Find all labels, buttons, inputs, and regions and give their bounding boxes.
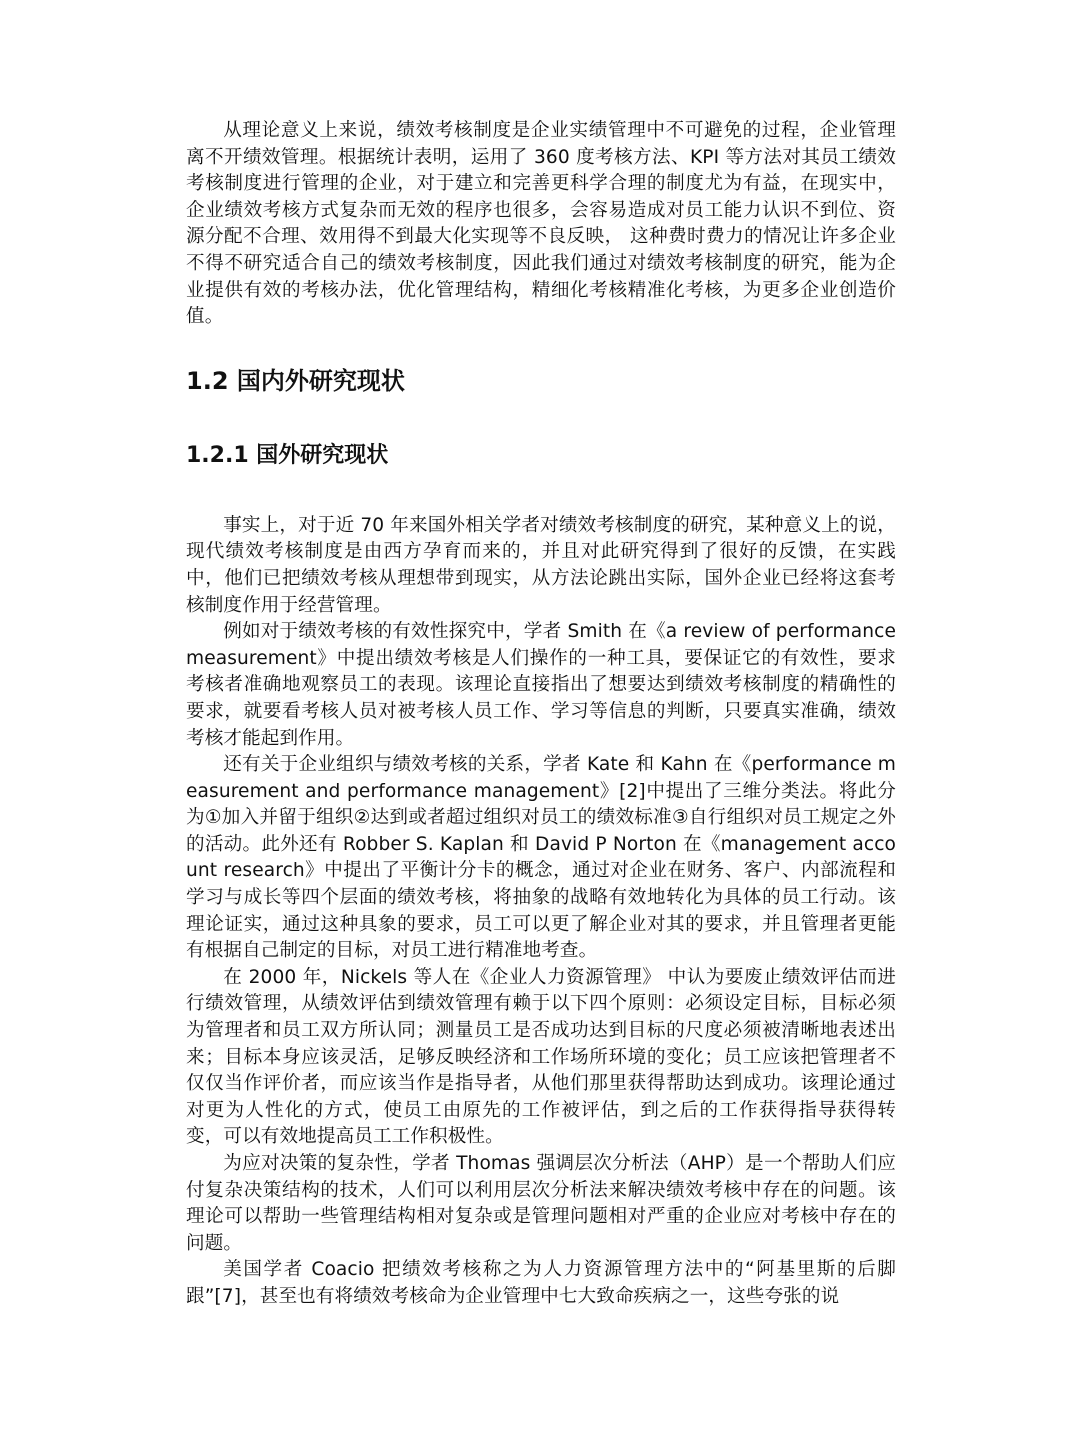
body-paragraph: 为应对决策的复杂性，学者 Thomas 强调层次分析法（AHP）是一个帮助人们应付复杂决策结构的技术，人们可以利用层次分析法来解决绩效考核中存在的问题。该理论可以帮助一些管理结构相对复杂或是管理问题相对严重的企业应对考核中存在的问题。 — [186, 1153, 896, 1254]
body-paragraph: 美国学者 Coacio 把绩效考核称之为人力资源管理方法中的“阿基里斯的后脚跟”[7]，甚至也有将绩效考核命为企业管理中七大致命疾病之一，这些夸张的说 — [186, 1259, 896, 1307]
section-heading: 1.2 国内外研究现状 — [186, 366, 405, 395]
body-paragraph: 在 2000 年，Nickels 等人在《企业人力资源管理》 中认为要废止绩效评估而进行绩效管理，从绩效评估到绩效管理有赖于以下四个原则：必须设定目标，目标必须为管理者和员工双方所认同；测量员工是否成功达到目标的尺度必须被清晰地表述出来；目标本身应该灵活，足够反映经济和工作场所环境的变化；员工应该把管理者不仅仅当作评价者，而应该当作是指导者，从他们那里获得帮助达到成功。该理论通过对更为人性化的方式，使员工由原先的工作被评估，到之后的工作获得指导获得转变，可以有效地提高员工工作积极性。 — [186, 966, 896, 1148]
subsection-body — [186, 513, 896, 1311]
body-paragraph: 例如对于绩效考核的有效性探究中，学者 Smith 在《a review of performance measurement》中提出绩效考核是人们操作的一种工具，要保证它的有效性，要求考核者准确地观察员工的表现。该理论直接指出了想要达到绩效考核制度的精确性的要求，就要看考核人员对被考核人员工作、学习等信息的判断，只要真实准确，绩效考核才能起到作用。 — [186, 621, 896, 749]
subsection-heading: 1.2.1 国外研究现状 — [186, 442, 389, 468]
body-paragraph: 还有关于企业组织与绩效考核的关系，学者 Kate 和 Kahn 在《performance measurement and performance management》[2]中提出了三维分类法。将此分为①加入并留于组织②达到或者超过组织对员工的绩效标准③自行组织对员工规定之外的活动。此外还有 Robber S. Kaplan 和 David P Norton 在《management account research》中提出了平衡计分卡的概念，通过对企业在财务、客户、内部流程和学习与成长等四个层面的绩效考核，将抽象的战略有效地转化为具体的员工行动。该理论证实，通过这种具象的要求，员工可以更了解企业对其的要求，并且管理者更能有根据自己制定的目标，对员工进行精准地考查。 — [186, 754, 896, 962]
body-paragraph: 事实上，对于近 70 年来国外相关学者对绩效考核制度的研究，某种意义上的说，现代绩效考核制度是由西方孕育而来的，并且对此研究得到了很好的反馈，在实践中，他们已把绩效考核从理想带到现实，从方法论跳出实际，国外企业已经将这套考核制度作用于经营管理。 — [186, 514, 896, 616]
document-page — [186, 118, 896, 1311]
intro-paragraph: 从理论意义上来说，绩效考核制度是企业实绩管理中不可避免的过程，企业管理离不开绩效管理。根据统计表明，运用了 360 度考核方法、KPI 等方法对其员工绩效考核制度进行管理的企业，对于建立和完善更科学合理的制度尤为有益，在现实中，企业绩效考核方式复杂而无效的程序也很多，会容易造成对员工能力认识不到位、资源分配不合理、效用得不到最大化实现等不良反映， 这种费时费力的情况让许多企业不得不研究适合自己的绩效考核制度，因此我们通过对绩效考核制度的研究，能为企业提供有效的考核办法，优化管理结构，精细化考核精准化考核，为更多企业创造价值。 — [186, 120, 896, 328]
